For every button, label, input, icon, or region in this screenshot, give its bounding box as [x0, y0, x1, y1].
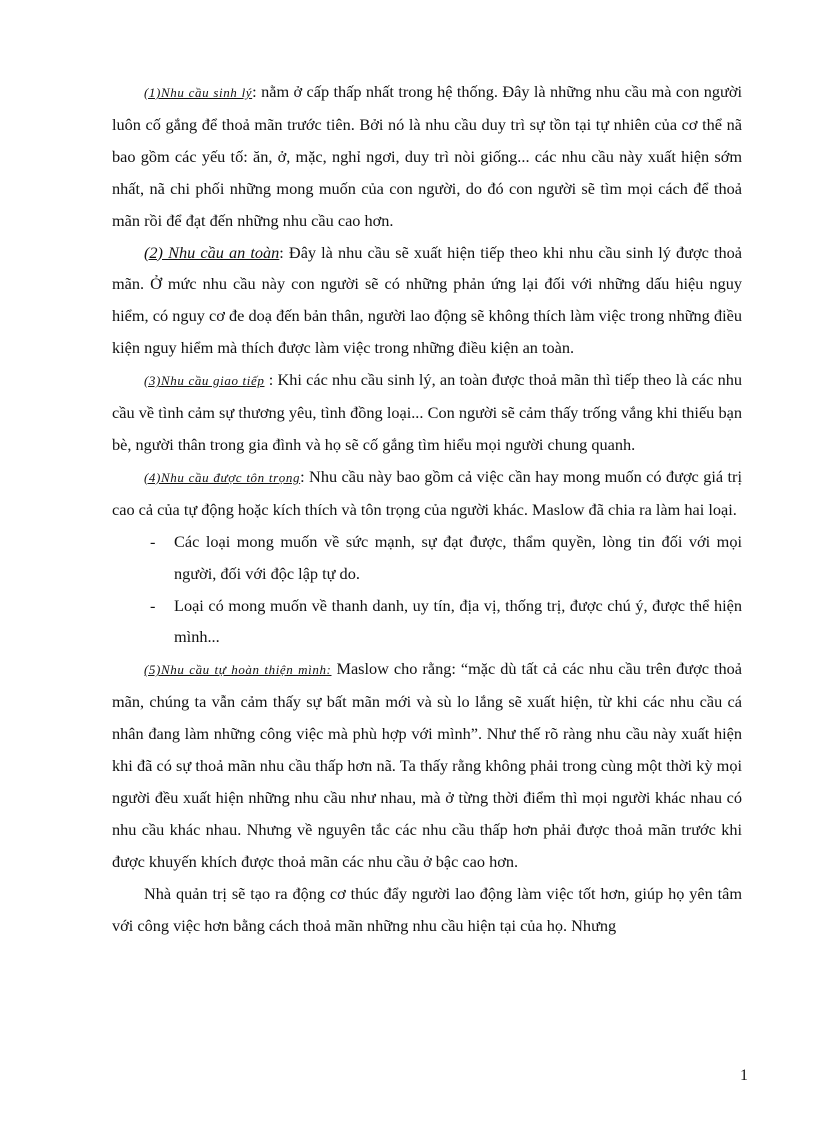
body-manager-conclusion: Nhà quản trị sẽ tạo ra động cơ thúc đẩy người lao động làm việc tốt hơn, giúp họ yên tâm với công việc hơn bằng cách thoả mãn những nhu cầu hiện tại của họ. Nhưng — [112, 883, 742, 935]
heading-physiological-needs: (1)Nhu cầu sinh lý — [144, 85, 253, 100]
body-self-actualization: Maslow cho rằng: “mặc dù tất cả các nhu cầu trên được thoả mãn, chúng ta vẫn cảm thấy sự bất mãn mới và sù lo lắng sẽ xuất hiện, từ khi các nhu cầu cá nhân đang làm những công việc mà phù hợp với mình”. Như thế rõ ràng nhu cầu này xuất hiện khi đã có sự thoả mãn nhu cầu thấp hơn nã. Ta thấy rằng không phải trong cùng một thời kỳ mọi người đều xuất hiện những nhu cầu như nhau, mà ở từng thời điểm thì mọi người khác nhau có nhu cầu khác nhau. Nhưng về nguyên tắc các nhu cầu thấp hơn phải được thoả mãn trước khi được khuyến khích được thoả mãn các nhu cầu ở bậc cao hơn. — [112, 659, 742, 871]
heading-social-needs: (3)Nhu cầu giao tiếp — [144, 373, 265, 389]
paragraph-safety-needs — [112, 237, 742, 365]
paragraph-esteem-needs — [112, 461, 742, 526]
body-social-needs: : Khi các nhu cầu sinh lý, an toàn được thoả mãn thì tiếp theo là các nhu cầu về tình cảm sự thương yêu, tình đồng loại... Con người sẽ cảm thấy trống vắng khi thiếu bạn bè, người thân trong gia đình và họ sẽ cố gắng tìm hiểu mọi người chung quanh. — [112, 370, 742, 454]
paragraph-physiological-needs — [112, 76, 742, 237]
paragraph-self-actualization — [112, 653, 742, 877]
paragraph-manager-conclusion — [112, 878, 742, 942]
body-esteem-needs: : Nhu cầu này bao gồm cả việc cần hay mong muốn có được giá trị cao cả của tự động hoặc kích thích và tôn trọng của người khác. Maslow đã chia ra làm hai loại. — [112, 466, 742, 519]
list-item — [112, 526, 742, 590]
dash-bullet: - — [150, 595, 156, 615]
paragraph-social-needs — [112, 364, 742, 461]
list-item-text: Loại có mong muốn về thanh danh, uy tín, địa vị, thống trị, được chú ý, được thể hiện mình... — [174, 595, 742, 647]
heading-self-actualization: (5)Nhu cầu tự hoàn thiện mình: — [144, 662, 332, 678]
body-safety-needs: : Đây là nhu cầu sẽ xuất hiện tiếp theo khi nhu cầu sinh lý được thoả mãn. Ở mức nhu cầu này con người sẽ có những phản ứng lại đối với những dấu hiệu nguy hiểm, có nguy cơ đe doạ đến bản thân, người lao động sẽ không thích làm việc trong những điều kiện nguy hiểm mà thích được làm việc trong những điều kiện an toàn. — [112, 242, 742, 358]
body-physiological-needs: : nằm ở cấp thấp nhất trong hệ thống. Đây là những nhu cầu mà con người luôn cố gắng để thoả mãn trước tiên. Bởi nó là nhu cầu duy trì sự tồn tại tự nhiên của cơ thể nã bao gồm các yếu tố: ăn, ở, mặc, nghỉ ngơi, duy trì nòi giống... các nhu cầu này xuất hiện sớm nhất, nã chi phối những mong muốn của con người, do đó con người sẽ tìm mọi cách để thoả mãn rồi để đạt đến những nhu cầu cao hơn. — [112, 82, 743, 230]
heading-esteem-needs: (4)Nhu cầu được tôn trọng — [144, 469, 301, 485]
list-item — [112, 590, 742, 654]
esteem-types-list — [112, 526, 742, 654]
page-number: 1 — [740, 1067, 748, 1084]
heading-safety-needs: (2) Nhu cầu an toàn — [144, 242, 280, 262]
dash-bullet: - — [150, 531, 156, 551]
list-item-text: Các loại mong muốn về sức mạnh, sự đạt được, thẩm quyền, lòng tin đối với mọi người, đối với độc lập tự do. — [174, 531, 742, 583]
